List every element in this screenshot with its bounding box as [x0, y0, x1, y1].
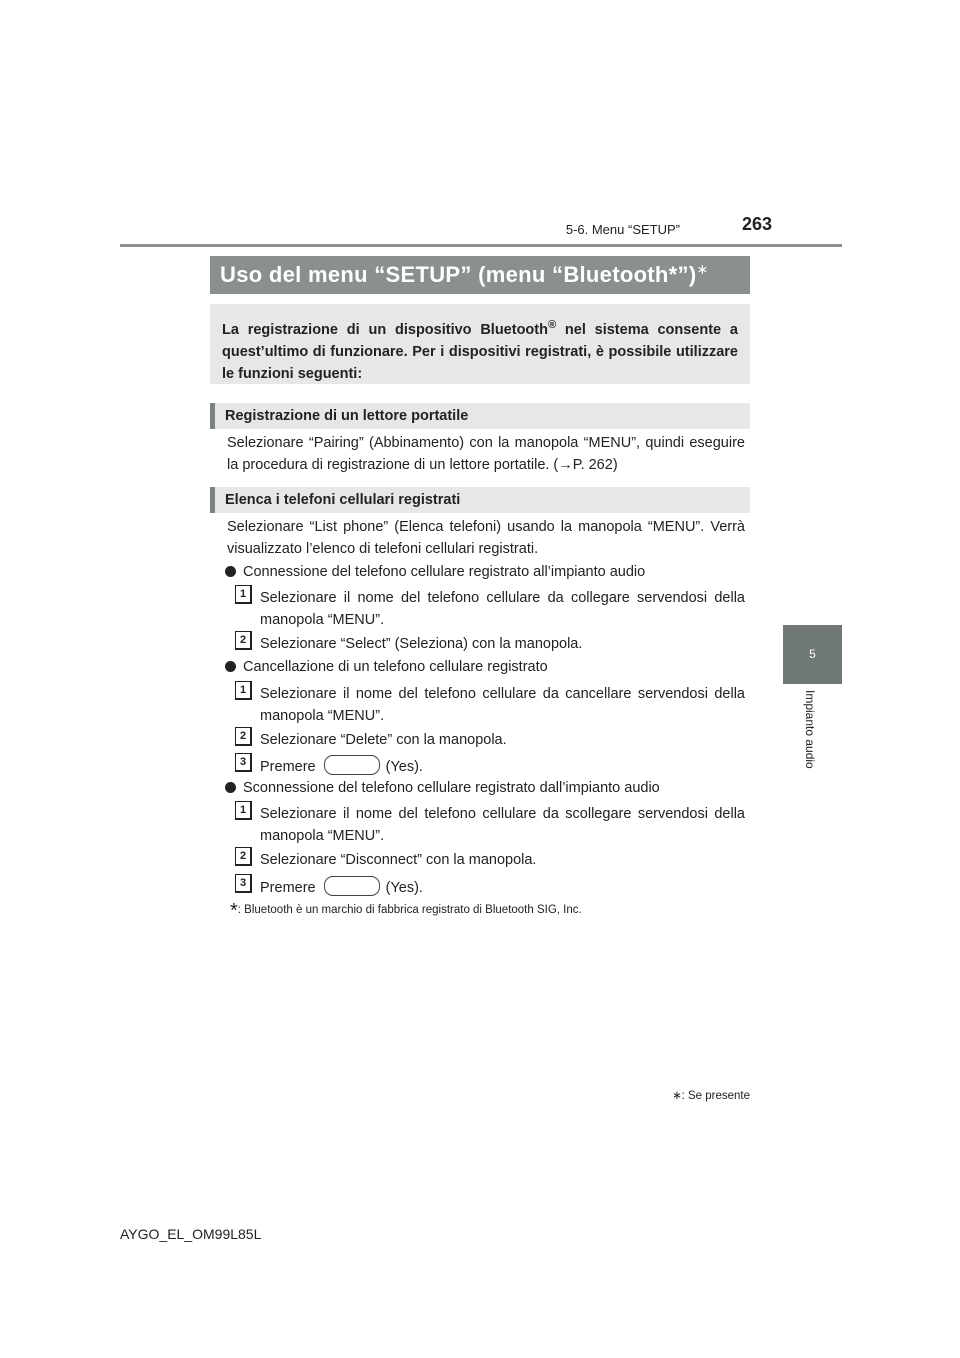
- document-code: AYGO_EL_OM99L85L: [120, 1226, 262, 1242]
- title-superscript: ∗: [696, 261, 709, 277]
- step-delete-1: [235, 683, 745, 724]
- step-number-badge: 3: [235, 874, 252, 893]
- step-number-badge: 3: [235, 753, 252, 772]
- trademark-footnote: [230, 900, 750, 923]
- presence-text: : Se presente: [681, 1090, 750, 1102]
- yes-button-icon: [324, 755, 380, 775]
- page-title: [210, 256, 750, 294]
- step-text: Selezionare “Select” (Seleziona) con la manopola.: [260, 636, 583, 652]
- header-section-title: 5-6. Menu “SETUP”: [565, 222, 680, 237]
- step-text: [260, 755, 745, 778]
- step-number-badge: 1: [235, 681, 252, 700]
- list-item-delete: [225, 656, 745, 678]
- step-disconnect-1: [235, 803, 745, 844]
- step-delete-2: [235, 729, 745, 751]
- step-number-badge: 2: [235, 727, 252, 746]
- intro-part2: nel sistema consente a quest’ultimo di funzionare. Per i dispositivi registrati, è possibile utilizzare le funzioni seguenti:: [222, 321, 738, 382]
- step-text-after: (Yes).: [385, 759, 423, 775]
- step-text: [260, 876, 745, 899]
- step-number-badge: 1: [235, 801, 252, 820]
- bullet-icon: [225, 661, 236, 672]
- list-item-disconnect: [225, 777, 745, 799]
- step-connect-2: [235, 633, 745, 655]
- registered-mark: ®: [547, 319, 557, 331]
- section-body-list-phone: Selezionare “List phone” (Elenca telefoni) usando la manopola “MENU”. Verrà visualizzato l’elenco di telefoni cellulari registrati.: [227, 519, 745, 557]
- step-text-after: (Yes).: [385, 880, 423, 896]
- footnote-text: : Bluetooth è un marchio di fabbrica registrato di Bluetooth SIG, Inc.: [237, 904, 582, 916]
- title-asterisk: *: [668, 262, 678, 287]
- section-body-pairing: Selezionare “Pairing” (Abbinamento) con la manopola “MENU”, quindi eseguire la procedura di registrazione di un lettore portatile. (→P. 262): [227, 435, 745, 473]
- title-text: Uso del menu “SETUP” (menu “Bluetooth: [220, 262, 669, 287]
- list-item-title: Connessione del telefono cellulare registrato all’impianto audio: [243, 564, 646, 580]
- step-number-badge: 2: [235, 847, 252, 866]
- bullet-icon: [225, 566, 236, 577]
- chapter-tab: 5: [783, 625, 842, 684]
- intro-box: [210, 304, 750, 384]
- step-disconnect-3: [235, 876, 745, 898]
- step-number-badge: 1: [235, 585, 252, 604]
- step-text: Selezionare “Disconnect” con la manopola.: [260, 852, 537, 868]
- step-connect-1: [235, 587, 745, 628]
- step-delete-3: [235, 755, 745, 777]
- step-number-badge: 2: [235, 631, 252, 650]
- bullet-icon: [225, 782, 236, 793]
- intro-part1: La registrazione di un dispositivo Bluetooth: [222, 321, 548, 338]
- section-heading-pairing: Registrazione di un lettore portatile: [210, 403, 750, 429]
- step-text: Selezionare il nome del telefono cellulare da scollegare servendosi della manopola “MENU”.: [260, 806, 745, 844]
- page-number: 263: [741, 214, 772, 234]
- header-divider: [120, 244, 842, 247]
- list-item-title: Sconnessione del telefono cellulare registrato dall’impianto audio: [243, 780, 660, 796]
- step-text-before: Premere: [260, 880, 316, 896]
- step-disconnect-2: [235, 849, 745, 871]
- presence-star: ∗: [671, 1090, 682, 1102]
- step-text: Selezionare il nome del telefono cellulare da collegare servendosi della manopola “MENU”.: [260, 590, 745, 628]
- footnote-star: *: [230, 900, 238, 922]
- step-text-before: Premere: [260, 759, 316, 775]
- list-item-connect: [225, 561, 745, 583]
- step-text: Selezionare “Delete” con la manopola.: [260, 732, 507, 748]
- yes-button-icon: [324, 876, 380, 896]
- list-item-title: Cancellazione di un telefono cellulare registrato: [243, 659, 548, 675]
- title-closing: ”): [677, 262, 697, 287]
- step-text: Selezionare il nome del telefono cellulare da cancellare servendosi della manopola “MENU”.: [260, 686, 745, 724]
- section-heading-list-phone: Elenca i telefoni cellulari registrati: [210, 487, 750, 513]
- chapter-label: Impianto audio: [803, 690, 817, 769]
- presence-note: [560, 1088, 750, 1102]
